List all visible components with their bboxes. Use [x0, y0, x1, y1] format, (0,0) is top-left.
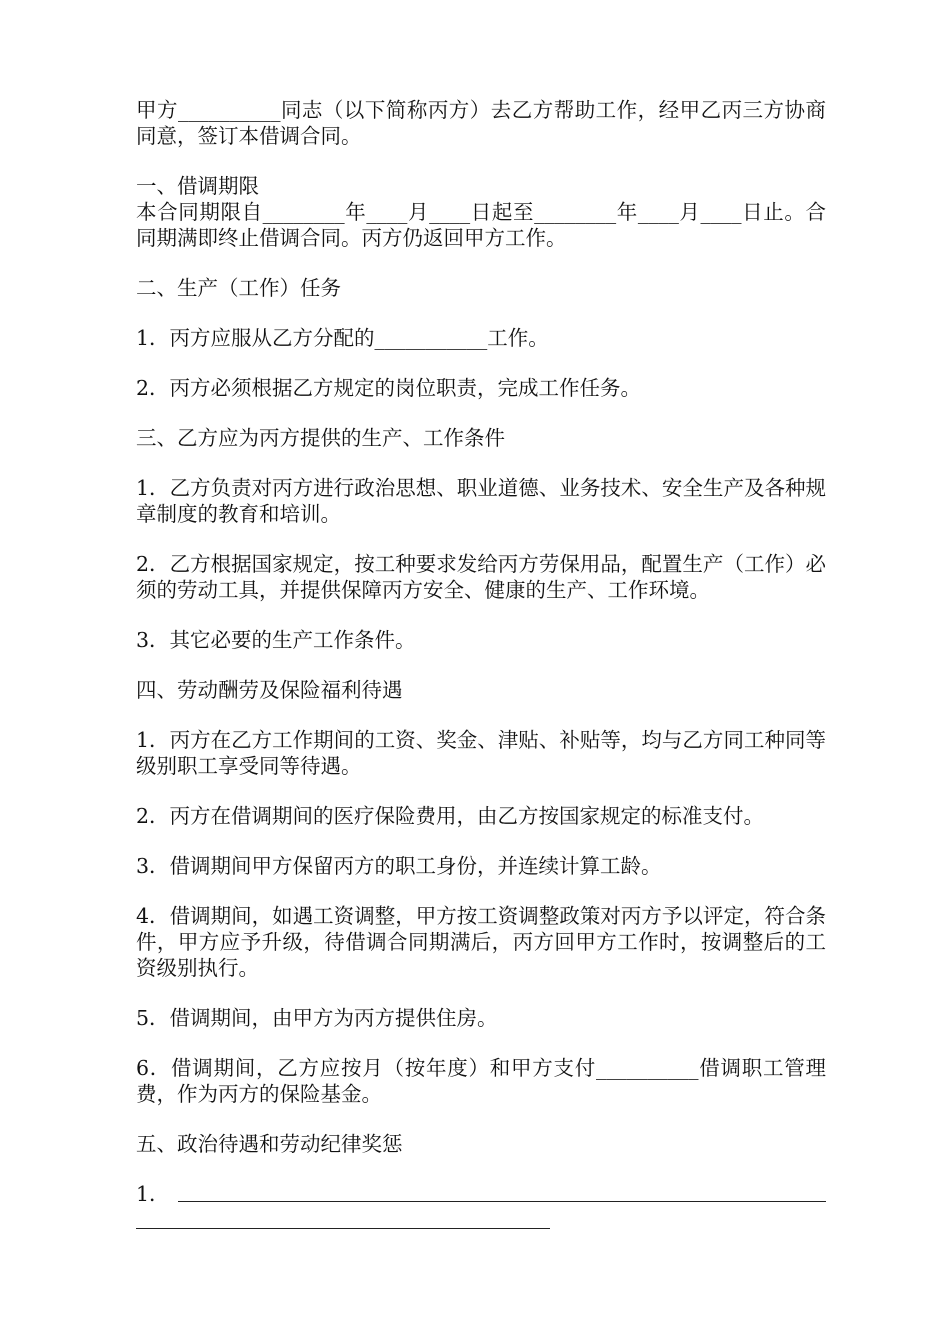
section-4-item: 3．借调期间甲方保留丙方的职工身份，并连续计算工龄。	[136, 854, 662, 878]
section-3-item: 2．乙方根据国家规定，按工种要求发给丙方劳保用品，配置生产（工作）必须的劳动工具，并提供保障丙方安全、健康的生产、工作环境。	[136, 552, 826, 602]
section-4-item: 2．丙方在借调期间的医疗保险费用，由乙方按国家规定的标准支付。	[136, 804, 765, 828]
section-5-item-1	[136, 1181, 826, 1207]
blank-fill-line	[178, 1201, 826, 1202]
section-3-item: 1．乙方负责对丙方进行政治思想、职业道德、业务技术、安全生产及各种规章制度的教育和培训。	[136, 476, 826, 526]
section-3-title: 三、乙方应为丙方提供的生产、工作条件	[136, 426, 505, 450]
section-1-title: 一、借调期限	[136, 174, 259, 198]
section-2-item: 2．丙方必须根据乙方规定的岗位职责，完成工作任务。	[136, 376, 642, 400]
section-1-text: 本合同期限自________年____月____日起至________年____月____日止。合同期满即终止借调合同。丙方仍返回甲方工作。	[136, 200, 826, 250]
intro-paragraph: 甲方__________同志（以下简称丙方）去乙方帮助工作，经甲乙丙三方协商同意，签订本借调合同。	[136, 98, 826, 148]
section-4-item: 5．借调期间，由甲方为丙方提供住房。	[136, 1006, 498, 1030]
blank-fill-line	[136, 1228, 550, 1229]
section-2-title: 二、生产（工作）任务	[136, 276, 341, 300]
section-4-title: 四、劳动酬劳及保险福利待遇	[136, 678, 403, 702]
section-2-item: 1．丙方应服从乙方分配的___________工作。	[136, 326, 549, 350]
section-3-item: 3．其它必要的生产工作条件。	[136, 628, 416, 652]
section-4-item: 4．借调期间，如遇工资调整，甲方按工资调整政策对丙方予以评定，符合条件，甲方应予升级，待借调合同期满后，丙方回甲方工作时，按调整后的工资级别执行。	[136, 904, 826, 980]
section-4-item: 6．借调期间，乙方应按月（按年度）和甲方支付__________借调职工管理费，作为丙方的保险基金。	[136, 1056, 826, 1106]
section-5-title: 五、政治待遇和劳动纪律奖惩	[136, 1132, 403, 1156]
section-4-item: 1．丙方在乙方工作期间的工资、奖金、津贴、补贴等，均与乙方同工种同等级别职工享受同等待遇。	[136, 728, 826, 778]
section-5-item-1-label: 1．	[136, 1182, 170, 1206]
document-body	[136, 97, 826, 1229]
